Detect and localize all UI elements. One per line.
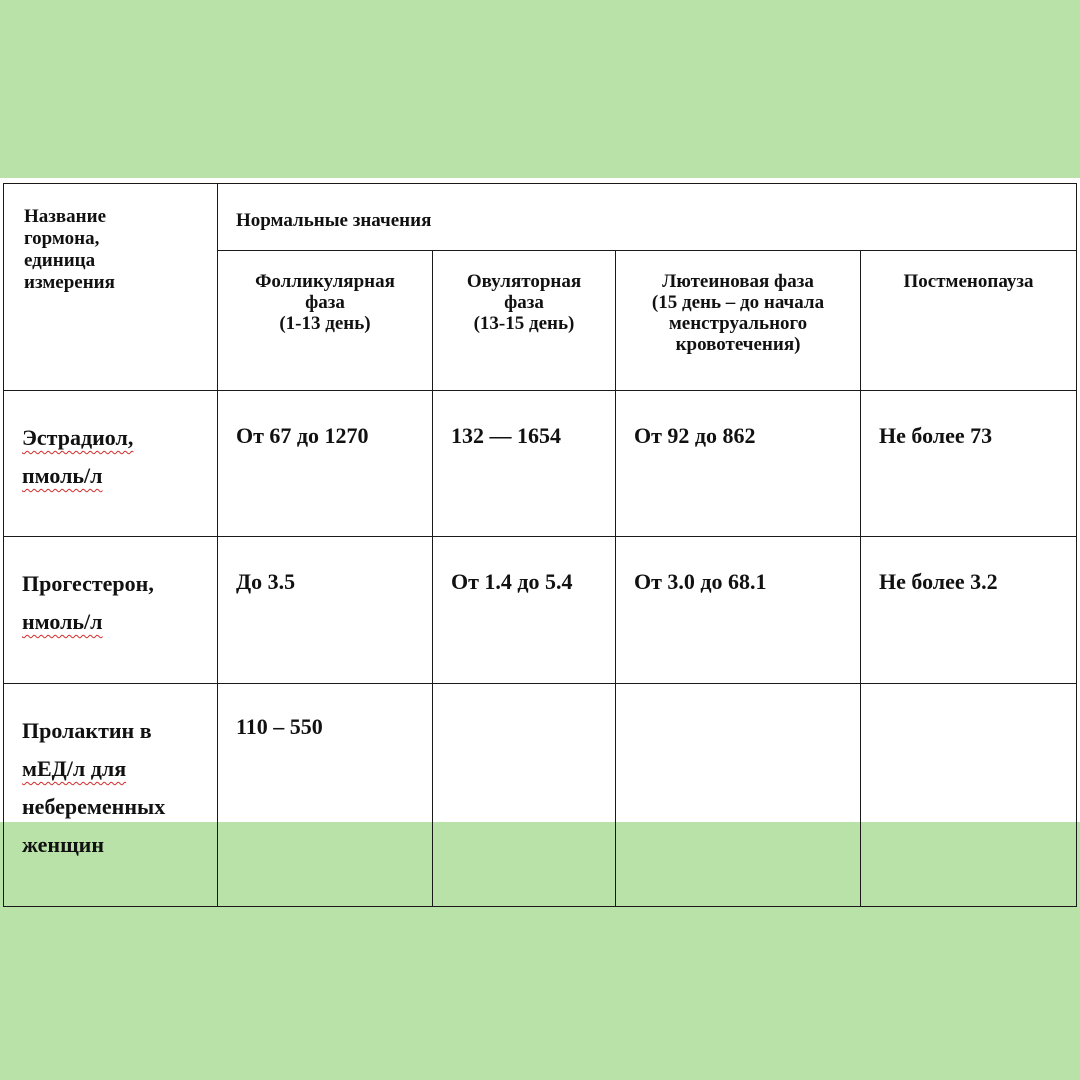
header-follicular-phase: [218, 251, 433, 391]
table-row-prolactin: [4, 684, 1077, 907]
row-hormone-name: [4, 537, 218, 684]
cell-value: 132 — 1654: [433, 391, 616, 537]
header-hormone-name: [4, 184, 218, 391]
phase-line: Овуляторная: [466, 271, 582, 292]
row-name-line: нмоль/л: [22, 609, 103, 634]
header-ovulatory-phase: [433, 251, 616, 391]
header-hormone-name-line: измерения: [24, 272, 115, 293]
cell-value: До 3.5: [218, 537, 433, 684]
header-luteal-phase: [616, 251, 861, 391]
cell-value: От 92 до 862: [616, 391, 861, 537]
cell-value-empty: [433, 684, 616, 907]
phase-line: менструального: [668, 313, 808, 334]
table-row-progesterone: [4, 537, 1077, 684]
cell-value: От 3.0 до 68.1: [616, 537, 861, 684]
header-normal-values: Нормальные значения: [218, 184, 1077, 251]
cell-value: От 1.4 до 5.4: [433, 537, 616, 684]
hormone-norms-table: [3, 183, 1077, 907]
phase-line: Фолликулярная: [255, 271, 395, 292]
row-name-line: женщин: [22, 832, 105, 857]
row-name-line: Прогестерон,: [22, 571, 154, 596]
phase-line: Постменопауза: [903, 271, 1034, 292]
cell-value: Не более 73: [861, 391, 1077, 537]
phase-line: кровотечения): [675, 334, 801, 355]
phase-line: Лютеиновая фаза: [662, 271, 814, 292]
row-name-line: пмоль/л: [22, 463, 103, 488]
phase-line: (1-13 день): [279, 313, 371, 334]
document-sheet: [0, 178, 1080, 857]
header-row-1: [4, 184, 1077, 251]
row-hormone-name: [4, 684, 218, 907]
header-hormone-name-line: гормона,: [24, 228, 100, 249]
cell-value-empty: [861, 684, 1077, 907]
table-row-estradiol: [4, 391, 1077, 537]
cell-value: Не более 3.2: [861, 537, 1077, 684]
row-name-line: небеременных: [22, 794, 166, 819]
row-hormone-name: [4, 391, 218, 537]
phase-line: (13-15 день): [473, 313, 575, 334]
row-name-line: мЕД/л для: [22, 756, 127, 781]
header-hormone-name-line: единица: [24, 250, 96, 271]
phase-line: фаза: [305, 292, 345, 313]
phase-line: (15 день – до начала: [651, 292, 825, 313]
cell-value: 110 – 550: [218, 684, 433, 907]
cell-value: От 67 до 1270: [218, 391, 433, 537]
header-postmenopause: [861, 251, 1077, 391]
row-name-line: Эстрадиол,: [22, 425, 134, 450]
phase-line: фаза: [504, 292, 544, 313]
header-hormone-name-line: Название: [24, 206, 107, 227]
row-name-line: Пролактин в: [22, 718, 152, 743]
cell-value-empty: [616, 684, 861, 907]
